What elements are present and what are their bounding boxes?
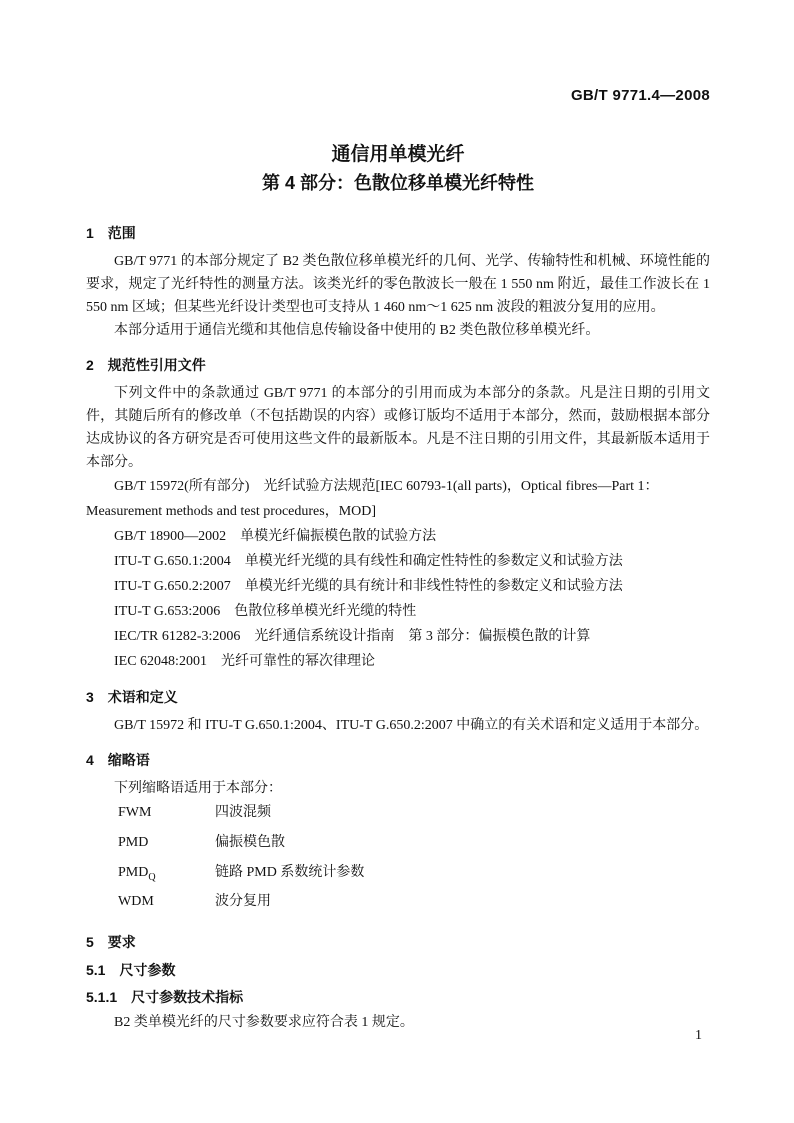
abbreviation-row bbox=[86, 860, 710, 890]
page-number: 1 bbox=[695, 1028, 702, 1043]
section-4-heading: 4 缩略语 bbox=[86, 752, 150, 768]
section-1-heading: 1 范围 bbox=[86, 225, 136, 241]
abbreviation-term-text: PMD bbox=[118, 864, 149, 880]
abbreviation-row bbox=[86, 830, 710, 860]
references-intro-paragraph: 下列文件中的条款通过 GB/T 9771 的本部分的引用而成为本部分的条款。凡是注日期的引用文件，其随后所有的修改单（不包括勘误的内容）或修订版均不适用于本部分，然而，鼓励根据本部分达成协议的各方研究是否可使用这些文件的最新版本。凡是不注日期的引用文件，其最新版本适用于本部分。 bbox=[86, 386, 710, 470]
abbreviation-term-subscript: Q bbox=[148, 871, 156, 883]
abbreviation-term-text: WDM bbox=[118, 894, 154, 910]
reference-item: GB/T 18900—2002 单模光纤偏振模色散的试验方法 bbox=[114, 529, 437, 544]
abbreviation-row bbox=[86, 889, 710, 919]
doc-title-line-2: 第 4 部分：色散位移单模光纤特性 bbox=[261, 173, 534, 193]
scope-paragraph-1: GB/T 9771 的本部分规定了 B2 类色散位移单模光纤的几何、光学、传输特性和机械、环境性能的要求，规定了光纤特性的测量方法。该类光纤的零色散波长一般在 1 550 nm 附近，最佳工作波长在 1 550 nm 区域；但某些光纤设计类型也可支持从 1 460 nm～1 625 nm 波段的粗波分复用的应用。 bbox=[86, 254, 710, 315]
reference-item: ITU-T G.650.1:2004 单模光纤光缆的具有线性和确定性特性的参数定义和试验方法 bbox=[114, 554, 623, 569]
abbreviation-term bbox=[118, 860, 215, 890]
abbreviation-meaning: 波分复用 bbox=[215, 894, 271, 910]
reference-item: IEC/TR 61282-3:2006 光纤通信系统设计指南 第 3 部分：偏振模色散的计算 bbox=[114, 629, 591, 644]
section-5-1-1-heading: 5.1.1 尺寸参数技术指标 bbox=[86, 989, 244, 1006]
abbreviation-row bbox=[86, 800, 710, 830]
requirements-paragraph: B2 类单模光纤的尺寸参数要求应符合表 1 规定。 bbox=[114, 1015, 414, 1031]
scope-paragraph-2: 本部分适用于通信光缆和其他信息传输设备中使用的 B2 类色散位移单模光纤。 bbox=[114, 323, 600, 338]
doc-title-line-1: 通信用单模光纤 bbox=[331, 144, 465, 165]
abbreviation-term-text: FWM bbox=[118, 805, 152, 820]
reference-item: GB/T 15972(所有部分) 光纤试验方法规范[IEC 60793-1(all parts)，Optical fibres—Part 1：Measurement methods and test procedures，MOD] bbox=[86, 479, 659, 519]
abbreviation-meaning: 四波混频 bbox=[215, 805, 271, 820]
abbreviation-term bbox=[118, 889, 215, 919]
abbreviation-meaning: 链路 PMD 系数统计参数 bbox=[215, 864, 365, 880]
section-5-1-heading: 5.1 尺寸参数 bbox=[86, 962, 176, 979]
abbreviations-intro: 下列缩略语适用于本部分： bbox=[114, 781, 282, 796]
abbreviation-meaning: 偏振模色散 bbox=[215, 834, 285, 850]
reference-item: ITU-T G.653:2006 色散位移单模光纤光缆的特性 bbox=[114, 604, 417, 619]
doc-code: GB/T 9771.4—2008 bbox=[570, 87, 710, 104]
terms-paragraph: GB/T 15972 和 ITU-T G.650.1:2004、ITU-T G.650.2:2007 中确立的有关术语和定义适用于本部分。 bbox=[114, 718, 709, 733]
section-5-heading: 5 要求 bbox=[86, 934, 136, 951]
abbreviation-term bbox=[118, 830, 215, 860]
abbreviation-term-text: PMD bbox=[118, 834, 149, 850]
abbreviation-term bbox=[118, 800, 215, 830]
section-2-heading: 2 规范性引用文件 bbox=[86, 357, 206, 373]
doc-title bbox=[86, 140, 710, 198]
section-3-heading: 3 术语和定义 bbox=[86, 689, 178, 705]
reference-item: IEC 62048:2001 光纤可靠性的幂次律理论 bbox=[114, 654, 375, 669]
doc-header bbox=[86, 86, 710, 106]
reference-item: ITU-T G.650.2:2007 单模光纤光缆的具有统计和非线性特性的参数定义和试验方法 bbox=[114, 579, 623, 594]
